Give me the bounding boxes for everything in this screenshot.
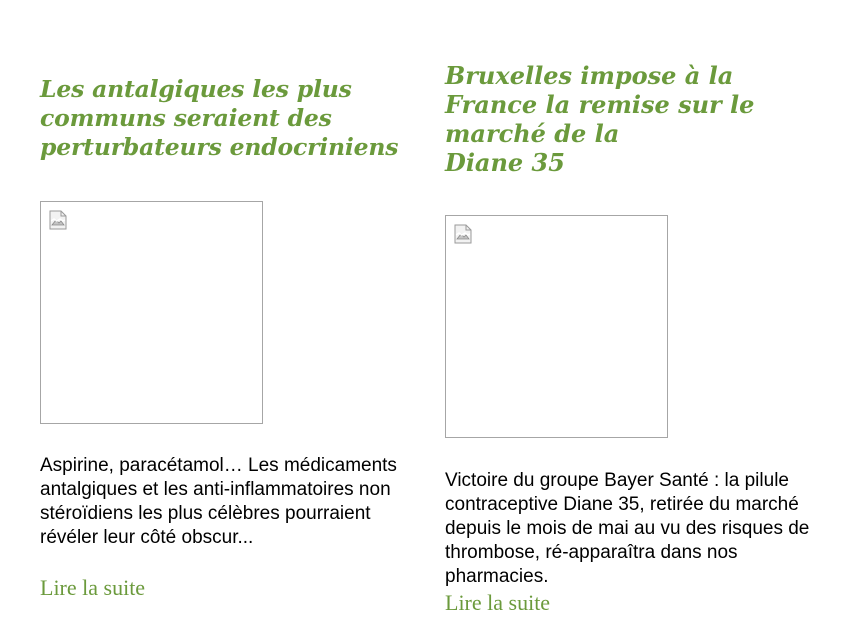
broken-image-icon xyxy=(454,224,472,244)
read-more-link[interactable]: Lire la suite xyxy=(445,590,551,615)
article-title-line-2[interactable]: communs seraient des xyxy=(40,104,332,132)
article-title[interactable] xyxy=(40,75,398,162)
article-image[interactable] xyxy=(445,215,668,438)
article-title-line-4[interactable]: Diane 35 xyxy=(445,148,565,177)
article-image[interactable] xyxy=(40,201,263,424)
article-title-line-1[interactable]: Bruxelles impose à la xyxy=(445,61,734,90)
article-title-line-2[interactable]: France la remise sur le xyxy=(445,90,755,119)
read-more-link[interactable]: Lire la suite xyxy=(40,575,146,600)
article-title-line-1[interactable]: Les antalgiques les plus xyxy=(40,75,352,103)
broken-image-icon xyxy=(49,210,67,230)
article-title-line-3[interactable]: perturbateurs endocriniens xyxy=(40,133,399,161)
article-title-line-3[interactable]: marché de la xyxy=(445,119,620,148)
article-title[interactable] xyxy=(445,61,754,177)
article-summary: Victoire du groupe Bayer Santé : la pilule contraceptive Diane 35, retirée du marché depuis le mois de mai au vu des risques de thrombose, ré-apparaîtra dans nos pharmacies. xyxy=(445,470,810,587)
article-summary: Aspirine, paracétamol… Les médicaments antalgiques et les anti-inflammatoires non stéroïdiens les plus célèbres pourraient révéler leur côté obscur... xyxy=(40,455,397,548)
